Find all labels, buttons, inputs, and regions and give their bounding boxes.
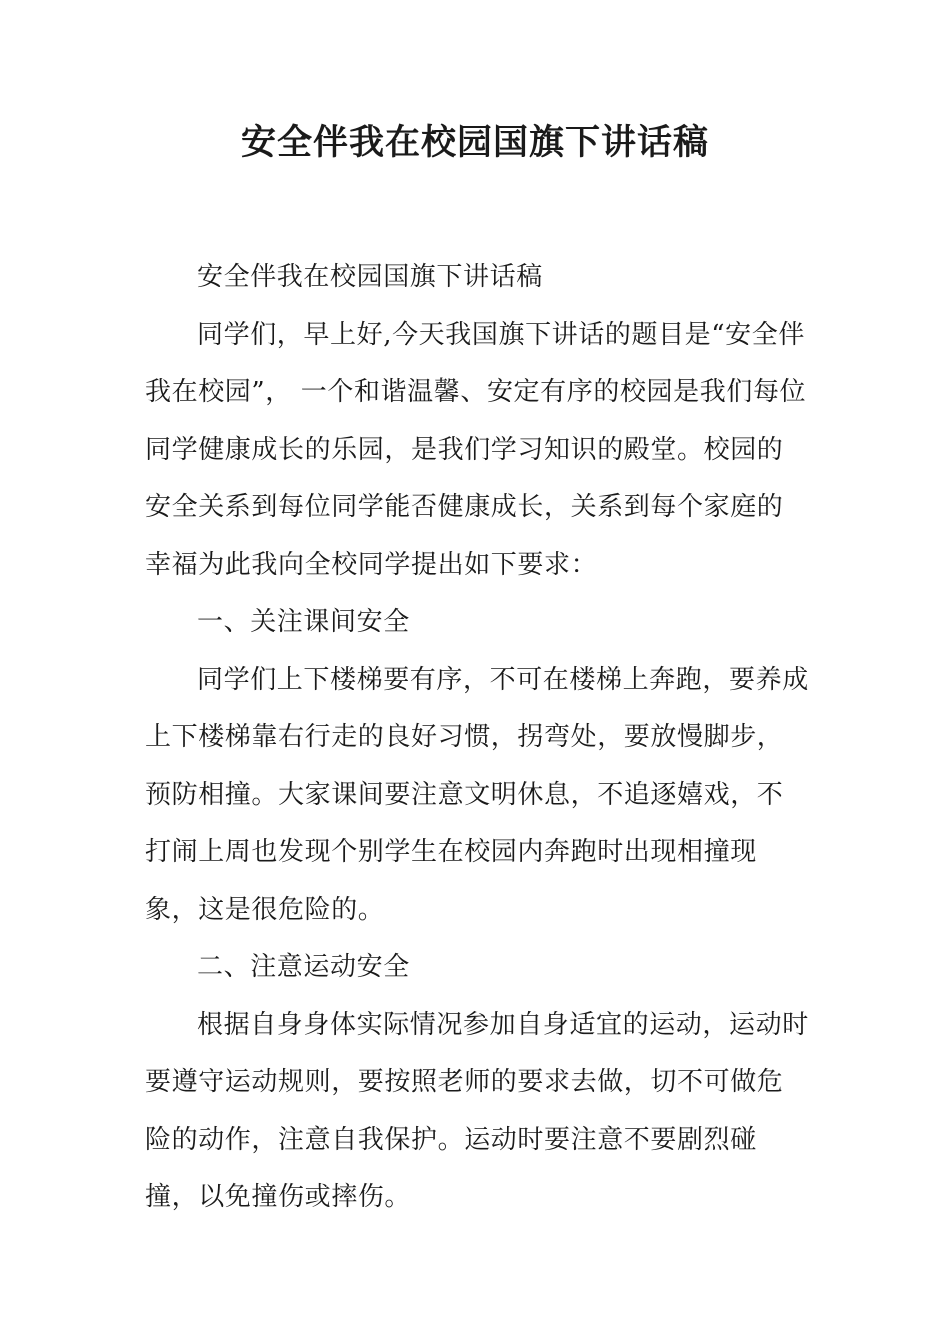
paragraph-subtitle: 安全伴我在校园国旗下讲话稿 — [197, 262, 543, 292]
document-body — [145, 249, 809, 1227]
paragraph-section-1: 同学们上下楼梯要有序，不可在楼梯上奔跑，要养成上下楼梯靠右行走的良好习惯，拐弯处，要放慢脚步，预防相撞。大家课间要注意文明休息，不追逐嬉戏，不打闹上周也发现个别学生在校园内奔跑时出现相撞现象，这是很危险的。 — [145, 664, 809, 925]
section-heading-2: 二、注意运动安全 — [197, 952, 410, 982]
paragraph-greeting: 同学们，早上好,今天我国旗下讲话的题目是“安全伴我在校园”， 一个和谐温馨、安定有序的校园是我们每位同学健康成长的乐园，是我们学习知识的殿堂。校园的安全关系到每位同学能否健康成长，关系到每个家庭的幸福为此我向全校同学提出如下要求： — [145, 319, 807, 580]
paragraph-section-2: 根据自身身体实际情况参加自身适宜的运动，运动时要遵守运动规则，要按照老师的要求去做，切不可做危险的动作，注意自我保护。运动时要注意不要剧烈碰撞，以免撞伤或摔伤。 — [145, 1009, 809, 1212]
document-title: 安全伴我在校园国旗下讲话稿 — [240, 123, 709, 163]
section-heading-1: 一、关注课间安全 — [197, 607, 410, 637]
